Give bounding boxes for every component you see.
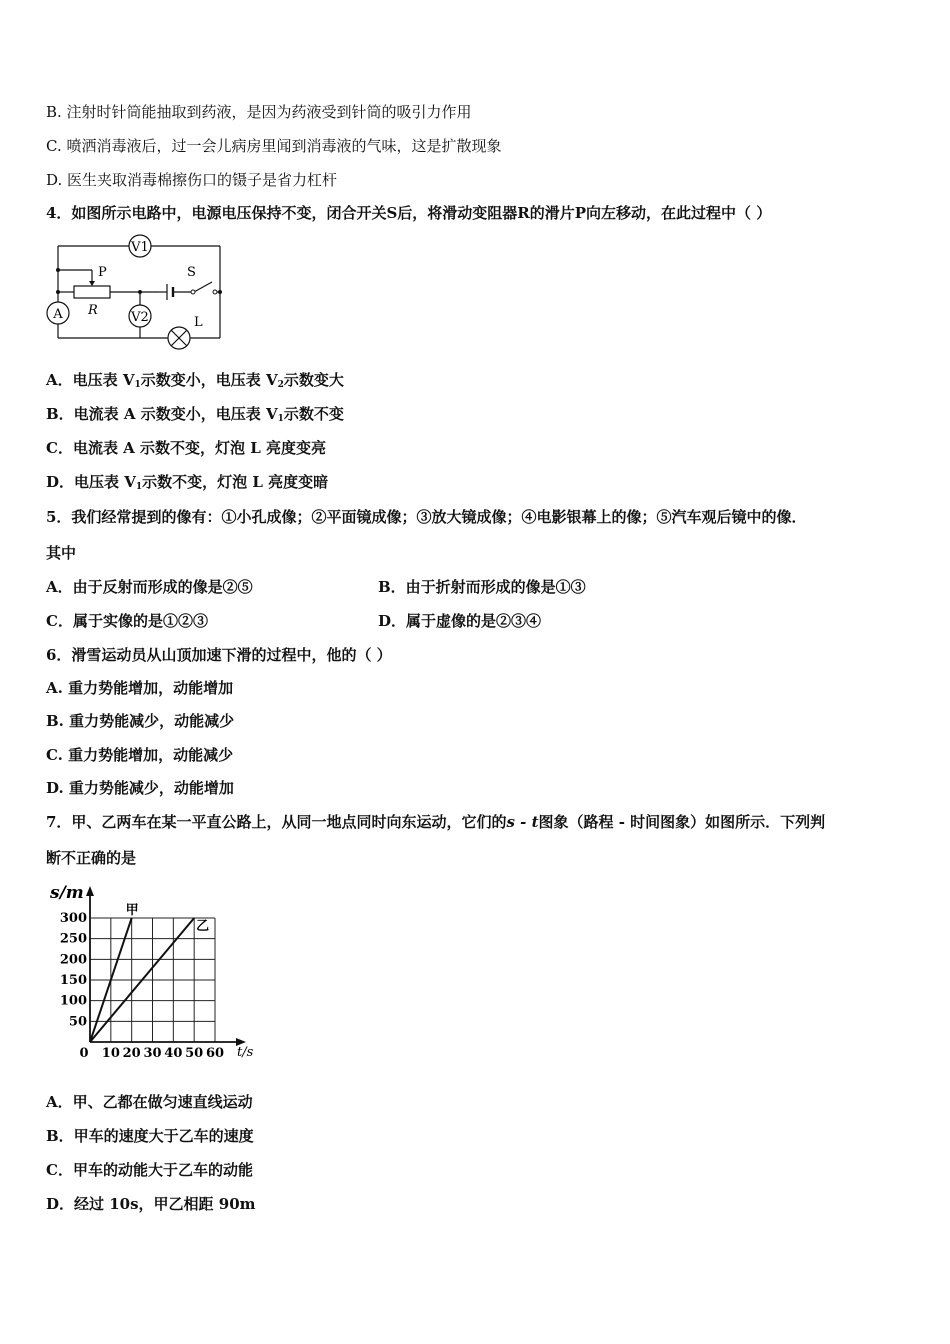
st-graph <box>44 880 264 1065</box>
v1-label: V1 <box>131 240 149 255</box>
x-tick-label: 60 <box>205 1046 225 1061</box>
q4-stem: 4．如图所示电路中，电源电压保持不变，闭合开关S后，将滑动变阻器R的滑片P向左移动，在此过程中（ ） <box>46 204 772 222</box>
slider-p-label: P <box>98 265 107 280</box>
q6-option-d: D. 重力势能减少，动能增加 <box>46 779 234 797</box>
rheostat-r-label: R <box>88 303 98 318</box>
y-tick-label: 150 <box>59 973 87 988</box>
q5-stem-continued: 其中 <box>46 544 77 562</box>
chart-axes <box>86 886 246 1046</box>
q6-stem: 6．滑雪运动员从山顶加速下滑的过程中，他的（ ） <box>46 646 392 664</box>
switch-s-label: S <box>187 265 196 280</box>
x-tick-label: 30 <box>143 1046 162 1061</box>
circuit-diagram <box>44 232 234 356</box>
q5-stem: 5．我们经常提到的像有：①小孔成像；②平面镜成像；③放大镜成像；④电影银幕上的像；⑤汽车观后镜中的像． <box>46 508 807 526</box>
q5-option-c: C．属于实像的是①②③ <box>46 612 208 630</box>
q7-option-d: D．经过 10s，甲乙相距 90m <box>46 1195 256 1213</box>
y-tick-label: 250 <box>59 931 87 947</box>
q6-option-a: A. 重力势能增加，动能增加 <box>46 679 234 697</box>
q4-option-a: A．电压表 $V_1$示数变小，电压表 $V_2$示数变大 <box>46 371 344 390</box>
x-tick-label: 10 <box>101 1046 120 1061</box>
q6-option-b: B. 重力势能减少，动能减少 <box>46 712 235 730</box>
q5-option-a: A．由于反射而形成的像是②⑤ <box>46 578 253 596</box>
series-label-jia: 甲 <box>125 903 139 918</box>
q3-option-d: D. 医生夹取消毒棉擦伤口的镊子是省力杠杆 <box>46 171 338 189</box>
y-tick-label: 200 <box>59 952 87 968</box>
q5-option-b: B．由于折射而形成的像是①③ <box>378 578 586 596</box>
x-tick-label: 40 <box>164 1046 183 1061</box>
y-tick-label: 300 <box>59 911 87 926</box>
q4-option-b: B．电流表 A 示数变小，电压表 $V_1$示数不变 <box>46 405 344 424</box>
q3-option-b: B. 注射时针筒能抽取到药液，是因为药液受到针筒的吸引力作用 <box>46 103 472 121</box>
x-tick-label: 0 <box>79 1046 89 1061</box>
x-tick-label: 50 <box>185 1046 204 1061</box>
q7-stem-continued: 断不正确的是 <box>46 849 137 867</box>
q4-option-d: D．电压表 $V_1$示数不变，灯泡 L 亮度变暗 <box>46 473 329 492</box>
y-tick-label: 100 <box>59 993 87 1009</box>
q3-option-c: C. 喷洒消毒液后，过一会儿病房里闻到消毒液的气味，这是扩散现象 <box>46 137 502 155</box>
x-tick-label: 20 <box>122 1046 141 1061</box>
ammeter-label: A <box>53 307 63 322</box>
q7-option-c: C．甲车的动能大于乙车的动能 <box>46 1161 253 1179</box>
q6-option-c: C. 重力势能增加，动能减少 <box>46 746 234 764</box>
x-axis-label: t/s <box>237 1045 254 1060</box>
q7-stem: 7．甲、乙两车在某一平直公路上，从同一地点同时向东运动，它们的s - t图象（路程 - 时间图象）如图所示．下列判 <box>46 813 826 831</box>
q5-option-d: D．属于虚像的是②③④ <box>378 612 542 630</box>
chart-grid <box>90 918 215 1042</box>
q7-option-a: A．甲、乙都在做匀速直线运动 <box>46 1093 253 1111</box>
y-axis-arrow <box>86 886 94 896</box>
v2-label: V2 <box>131 310 149 325</box>
q7-option-b: B．甲车的速度大于乙车的速度 <box>46 1127 254 1145</box>
y-tick-label: 50 <box>68 1014 87 1030</box>
series-label-yi: 乙 <box>196 919 210 934</box>
y-axis-label: s/m <box>50 883 84 903</box>
q4-option-c: C．电流表 A 示数不变，灯泡 L 亮度变亮 <box>46 439 327 457</box>
lamp-l-label: L <box>194 315 203 330</box>
